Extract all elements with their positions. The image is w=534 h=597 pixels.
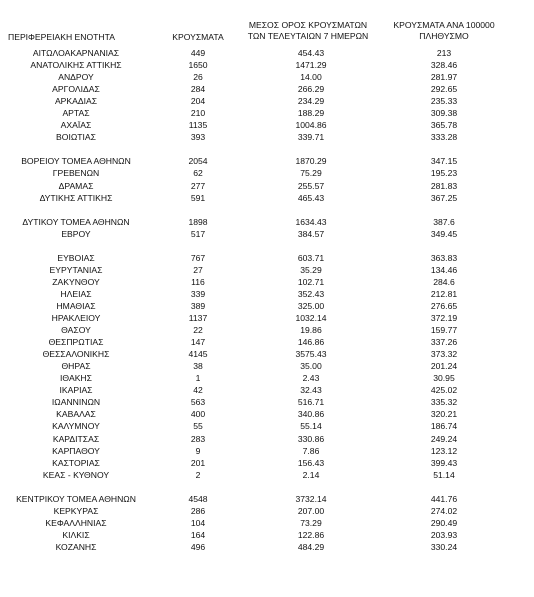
cell-avg7: 2.43 xyxy=(302,373,320,384)
table-row xyxy=(0,457,534,469)
cell-avg7: 1471.29 xyxy=(295,60,327,71)
cell-cases: 339 xyxy=(190,288,206,299)
table-row xyxy=(0,59,534,71)
table-row xyxy=(0,408,534,420)
cell-region: ΘΑΣΟΥ xyxy=(61,325,91,336)
cell-per100k: 281.97 xyxy=(430,72,458,83)
cell-avg7: 1032.14 xyxy=(295,313,327,324)
cell-region: ΚΟΖΑΝΗΣ xyxy=(55,541,97,552)
table-row xyxy=(0,264,534,276)
cell-region: ΒΟΡΕΙΟΥ ΤΟΜΕΑ ΑΘΗΝΩΝ xyxy=(21,156,131,167)
cell-avg7: 102.71 xyxy=(297,276,325,287)
header-region: ΠΕΡΙΦΕΡΕΙΑΚΗ ΕΝΟΤΗΤΑ xyxy=(8,32,115,42)
cell-region: ΘΗΡΑΣ xyxy=(61,361,91,372)
table-row xyxy=(0,107,534,119)
cell-region: ΗΛΕΙΑΣ xyxy=(60,288,92,299)
cell-per100k: 134.46 xyxy=(430,264,458,275)
table-row xyxy=(0,384,534,396)
cell-per100k: 249.24 xyxy=(430,433,458,444)
table-row xyxy=(0,360,534,372)
cell-region: ΚΕΦΑΛΛΗΝΙΑΣ xyxy=(45,517,107,528)
cell-region: ΘΕΣΣΑΛΟΝΙΚΗΣ xyxy=(42,349,110,360)
cell-avg7: 465.43 xyxy=(297,192,325,203)
cell-cases: 164 xyxy=(190,529,206,540)
cell-region: ΙΚΑΡΙΑΣ xyxy=(59,385,93,396)
cell-per100k: 363.83 xyxy=(430,252,458,263)
cell-per100k: 365.78 xyxy=(430,120,458,131)
cell-per100k: 367.25 xyxy=(430,192,458,203)
cell-per100k: 213 xyxy=(436,48,452,58)
cell-per100k: 186.74 xyxy=(430,421,458,432)
cell-per100k: 51.14 xyxy=(433,469,455,480)
cell-per100k: 290.49 xyxy=(430,517,458,528)
table-row xyxy=(0,119,534,131)
table-row xyxy=(0,83,534,95)
cell-per100k: 123.12 xyxy=(430,445,458,456)
table-row xyxy=(0,396,534,408)
cell-per100k: 373.32 xyxy=(430,349,458,360)
cell-cases: 2 xyxy=(195,469,201,480)
cell-per100k: 372.19 xyxy=(430,313,458,324)
cell-cases: 22 xyxy=(193,325,203,336)
cell-cases: 563 xyxy=(190,397,206,408)
cell-cases: 1135 xyxy=(188,120,208,131)
table-row xyxy=(0,276,534,288)
cell-region: ΕΒΡΟΥ xyxy=(61,228,91,239)
cell-cases: 27 xyxy=(193,264,203,275)
cell-region: ΚΑΡΔΙΤΣΑΣ xyxy=(52,433,100,444)
cell-per100k: 349.45 xyxy=(430,228,458,239)
cell-cases: 393 xyxy=(190,132,206,143)
cell-region: ΗΡΑΚΛΕΙΟΥ xyxy=(51,313,101,324)
table-row xyxy=(0,216,534,228)
table-row xyxy=(0,228,534,240)
cell-region: ΚΙΛΚΙΣ xyxy=(62,529,90,540)
cell-cases: 277 xyxy=(190,180,206,191)
cell-per100k: 235.33 xyxy=(430,96,458,107)
cell-cases: 210 xyxy=(190,108,206,119)
table-row xyxy=(0,529,534,541)
cell-avg7: 188.29 xyxy=(297,108,325,119)
blank-row xyxy=(0,240,534,252)
cell-per100k: 309.38 xyxy=(430,108,458,119)
cell-avg7: 7.86 xyxy=(302,445,320,456)
table-header xyxy=(0,19,534,45)
table-row xyxy=(0,192,534,204)
cell-region: ΚΑΒΑΛΑΣ xyxy=(56,409,96,420)
cell-region: ΙΩΑΝΝΙΝΩΝ xyxy=(51,397,101,408)
header-avg7 xyxy=(234,20,382,41)
cell-region: ΕΥΒΟΙΑΣ xyxy=(57,252,95,263)
table-row xyxy=(0,469,534,481)
cell-cases: 286 xyxy=(190,505,206,516)
cell-avg7: 146.86 xyxy=(297,337,325,348)
cell-avg7: 73.29 xyxy=(300,517,322,528)
cell-per100k: 335.32 xyxy=(430,397,458,408)
cell-per100k: 399.43 xyxy=(430,457,458,468)
cell-region: ΚΕΑΣ - ΚΥΘΝΟΥ xyxy=(42,469,110,480)
cell-avg7: 122.86 xyxy=(297,529,325,540)
table-row xyxy=(0,336,534,348)
cell-avg7: 484.29 xyxy=(297,541,325,552)
table-row xyxy=(0,517,534,529)
cell-cases: 496 xyxy=(190,541,206,552)
cell-avg7: 14.00 xyxy=(300,72,322,83)
cell-region: ΗΜΑΘΙΑΣ xyxy=(56,300,96,311)
cell-cases: 4548 xyxy=(188,493,208,504)
cell-cases: 389 xyxy=(190,300,206,311)
cell-avg7: 1634.43 xyxy=(295,216,327,227)
cell-avg7: 234.29 xyxy=(297,96,325,107)
cell-avg7: 603.71 xyxy=(297,252,325,263)
table-row xyxy=(0,445,534,457)
cell-avg7: 207.00 xyxy=(297,505,325,516)
table-row xyxy=(0,541,534,553)
table-row xyxy=(0,324,534,336)
table-row xyxy=(0,167,534,179)
cell-per100k: 292.65 xyxy=(430,84,458,95)
cell-per100k: 195.23 xyxy=(430,168,458,179)
header-avg7-line2: ΤΩΝ ΤΕΛΕΥΤΑΙΩΝ 7 ΗΜΕΡΩΝ xyxy=(247,30,369,41)
cell-cases: 62 xyxy=(193,168,203,179)
cell-cases: 1650 xyxy=(188,60,208,71)
cell-per100k: 276.65 xyxy=(430,300,458,311)
cell-cases: 591 xyxy=(190,192,206,203)
header-per100k-line1: ΚΡΟΥΣΜΑΤΑ ΑΝΑ 100000 xyxy=(393,20,495,30)
header-per100k xyxy=(382,20,506,41)
cell-per100k: 159.77 xyxy=(430,325,458,336)
cell-avg7: 340.86 xyxy=(297,409,325,420)
cell-cases: 400 xyxy=(190,409,206,420)
cell-cases: 26 xyxy=(193,72,203,83)
cell-cases: 2054 xyxy=(188,156,208,167)
cell-region: ΑΙΤΩΛΟΑΚΑΡΝΑΝΙΑΣ xyxy=(32,48,120,58)
cell-region: ΑΡΚΑΔΙΑΣ xyxy=(54,96,98,107)
cell-per100k: 274.02 xyxy=(430,505,458,516)
cell-cases: 449 xyxy=(190,48,206,58)
cell-region: ΚΕΝΤΡΙΚΟΥ ΤΟΜΕΑ ΑΘΗΝΩΝ xyxy=(16,493,136,504)
cell-cases: 116 xyxy=(191,276,205,287)
cell-cases: 1137 xyxy=(188,313,208,324)
cell-region: ΔΡΑΜΑΣ xyxy=(58,180,94,191)
cell-per100k: 320.21 xyxy=(430,409,458,420)
table-row xyxy=(0,47,534,59)
table-row xyxy=(0,71,534,83)
cell-avg7: 352.43 xyxy=(297,288,325,299)
cell-per100k: 30.95 xyxy=(433,373,455,384)
cell-cases: 9 xyxy=(195,445,201,456)
cell-cases: 767 xyxy=(190,252,206,263)
blank-row xyxy=(0,481,534,493)
table-row xyxy=(0,95,534,107)
cell-cases: 4145 xyxy=(188,349,208,360)
cell-avg7: 156.43 xyxy=(297,457,325,468)
cell-region: ΚΑΣΤΟΡΙΑΣ xyxy=(52,457,100,468)
cell-per100k: 347.15 xyxy=(430,156,458,167)
cell-avg7: 266.29 xyxy=(297,84,325,95)
table-row xyxy=(0,348,534,360)
cell-region: ΔΥΤΙΚΟΥ ΤΟΜΕΑ ΑΘΗΝΩΝ xyxy=(22,216,130,227)
cell-avg7: 255.57 xyxy=(297,180,325,191)
table-row xyxy=(0,433,534,445)
cell-avg7: 339.71 xyxy=(297,132,325,143)
cell-avg7: 19.86 xyxy=(300,325,322,336)
table-row xyxy=(0,493,534,505)
table-row xyxy=(0,312,534,324)
cell-region: ΘΕΣΠΡΩΤΙΑΣ xyxy=(48,337,104,348)
header-cases: ΚΡΟΥΣΜΑΤΑ xyxy=(172,32,224,42)
cell-avg7: 1870.29 xyxy=(295,156,327,167)
table-body xyxy=(0,47,534,553)
cell-avg7: 35.29 xyxy=(300,264,322,275)
table-row xyxy=(0,180,534,192)
cell-cases: 201 xyxy=(190,457,206,468)
cell-region: ΑΡΓΟΛΙΔΑΣ xyxy=(52,84,100,95)
cell-avg7: 3732.14 xyxy=(295,493,327,504)
blank-row xyxy=(0,143,534,155)
cell-cases: 283 xyxy=(190,433,206,444)
cell-avg7: 3575.43 xyxy=(295,349,327,360)
cell-per100k: 387.6 xyxy=(433,216,455,227)
cell-per100k: 441.76 xyxy=(430,493,458,504)
cell-cases: 1 xyxy=(195,373,201,384)
cell-avg7: 2.14 xyxy=(302,469,320,480)
table-row xyxy=(0,420,534,432)
cell-per100k: 284.6 xyxy=(433,276,455,287)
cell-per100k: 281.83 xyxy=(430,180,458,191)
table-row xyxy=(0,300,534,312)
cell-per100k: 425.02 xyxy=(430,385,458,396)
table-row xyxy=(0,288,534,300)
cell-region: ΑΝΔΡΟΥ xyxy=(58,72,94,83)
cell-cases: 517 xyxy=(190,228,206,239)
cell-region: ΚΑΡΠΑΘΟΥ xyxy=(52,445,100,456)
cell-avg7: 75.29 xyxy=(300,168,322,179)
table-row xyxy=(0,131,534,143)
cell-cases: 204 xyxy=(190,96,206,107)
cell-region: ΑΝΑΤΟΛΙΚΗΣ ΑΤΤΙΚΗΣ xyxy=(30,60,122,71)
cell-cases: 1898 xyxy=(188,216,208,227)
header-avg7-line1: ΜΕΣΟΣ ΟΡΟΣ ΚΡΟΥΣΜΑΤΩΝ xyxy=(248,20,368,30)
cell-avg7: 35.00 xyxy=(300,361,322,372)
cell-region: ΙΘΑΚΗΣ xyxy=(60,373,92,384)
cell-avg7: 454.43 xyxy=(297,48,325,58)
cell-per100k: 333.28 xyxy=(430,132,458,143)
cell-region: ΑΧΑΪΑΣ xyxy=(60,120,92,131)
table-row xyxy=(0,505,534,517)
cell-per100k: 330.24 xyxy=(430,541,458,552)
cell-cases: 147 xyxy=(190,337,206,348)
table-row xyxy=(0,372,534,384)
cell-per100k: 203.93 xyxy=(430,529,458,540)
cell-region: ΚΕΡΚΥΡΑΣ xyxy=(53,505,99,516)
cell-avg7: 325.00 xyxy=(297,300,325,311)
cell-region: ΑΡΤΑΣ xyxy=(62,108,90,119)
cell-avg7: 516.71 xyxy=(297,397,325,408)
cell-cases: 104 xyxy=(190,517,206,528)
cell-avg7: 55.14 xyxy=(300,421,322,432)
cell-region: ΕΥΡΥΤΑΝΙΑΣ xyxy=(49,264,103,275)
cell-avg7: 1004.86 xyxy=(295,120,327,131)
header-per100k-line2: ΠΛΗΘΥΣΜΟ xyxy=(419,30,469,41)
cell-cases: 38 xyxy=(193,361,203,372)
cell-cases: 55 xyxy=(193,421,203,432)
cell-region: ΔΥΤΙΚΗΣ ΑΤΤΙΚΗΣ xyxy=(39,192,113,203)
blank-row xyxy=(0,204,534,216)
cell-region: ΚΑΛΥΜΝΟΥ xyxy=(52,421,100,432)
cell-per100k: 201.24 xyxy=(430,361,458,372)
cell-avg7: 384.57 xyxy=(297,228,325,239)
table-row xyxy=(0,155,534,167)
cell-cases: 284 xyxy=(190,84,206,95)
cell-per100k: 337.26 xyxy=(430,337,458,348)
cell-cases: 42 xyxy=(193,385,203,396)
cell-per100k: 328.46 xyxy=(430,60,458,71)
cell-region: ΖΑΚΥΝΘΟΥ xyxy=(52,276,100,287)
cell-region: ΒΟΙΩΤΙΑΣ xyxy=(56,132,96,143)
cell-per100k: 212.81 xyxy=(430,288,458,299)
table-row xyxy=(0,252,534,264)
cell-region: ΓΡΕΒΕΝΩΝ xyxy=(52,168,100,179)
cell-avg7: 330.86 xyxy=(297,433,325,444)
cell-avg7: 32.43 xyxy=(300,385,322,396)
